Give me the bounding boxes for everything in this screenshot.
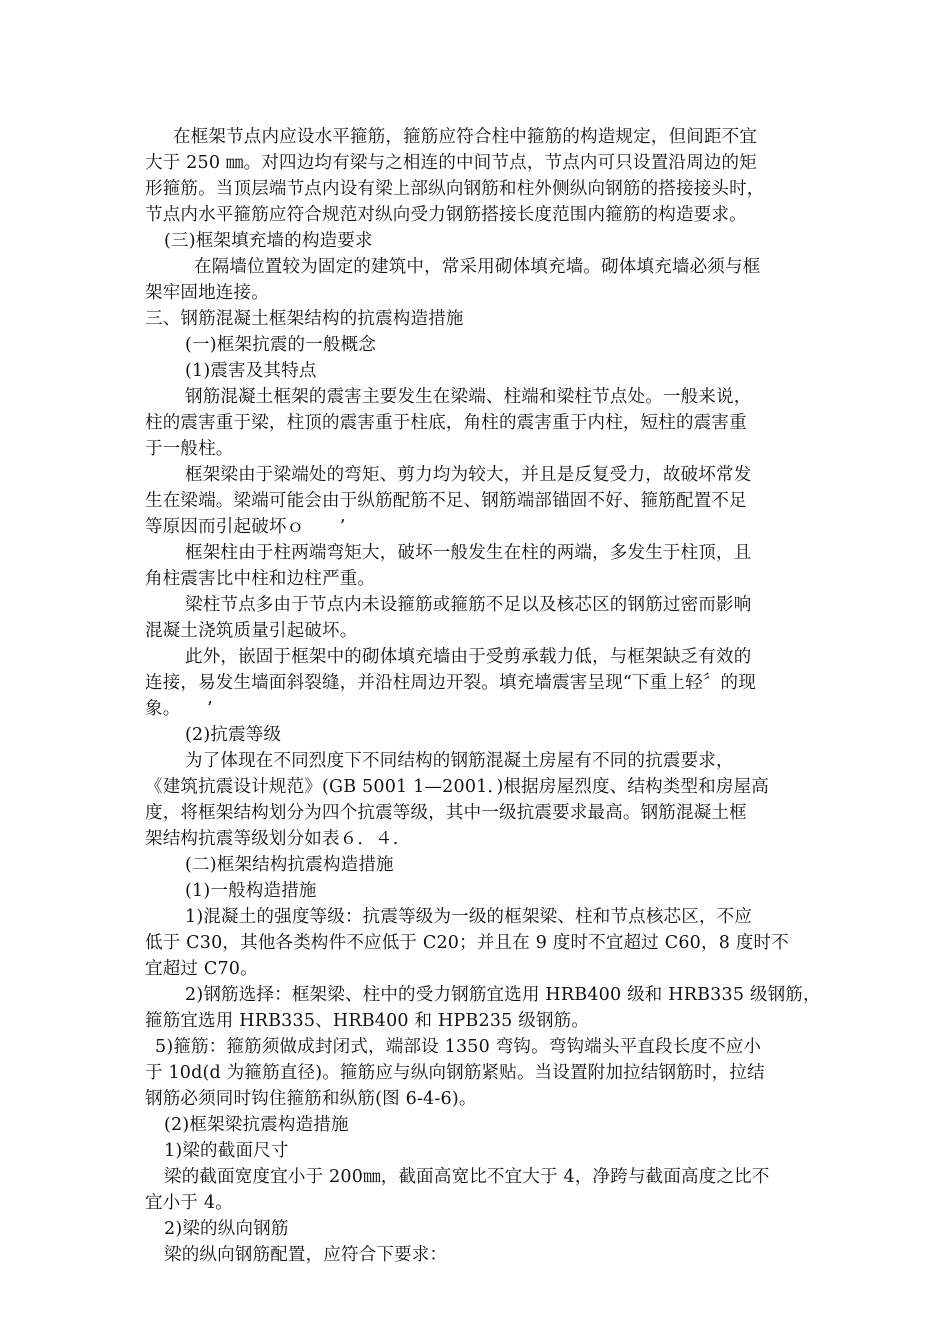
section-heading: (2)框架梁抗震构造措施 [164, 1115, 349, 1135]
text-line: 框架梁由于梁端处的弯矩、剪力均为较大，并且是反复受力，故破坏常发 [185, 465, 752, 485]
text-line: 连接，易发生墙面斜裂缝，并沿柱周边开裂。填充墙震害呈现“下重上轻〞的现 [145, 673, 756, 693]
text-line: 于 10d(d 为箍筋直径)。箍筋应与纵向钢筋紧贴。当设置附加拉结钢筋时，拉结 [145, 1063, 765, 1083]
text-line: 为了体现在不同烈度下不同结构的钢筋混凝土房屋有不同的抗震要求， [185, 751, 734, 771]
section-heading: (二)框架结构抗震构造措施 [185, 855, 394, 875]
text-line: 架牢固地连接。 [145, 283, 269, 303]
text-line: 角柱震害比中柱和边柱严重。 [145, 569, 376, 589]
section-heading: 1)梁的截面尺寸 [164, 1141, 289, 1161]
section-heading: (1)震害及其特点 [185, 361, 317, 381]
text-line: 柱的震害重于梁，柱顶的震害重于柱底，角柱的震害重于内柱，短柱的震害重 [145, 413, 747, 433]
text-line: 5)箍筋：箍筋须做成封闭式，端部设 1350 弯钩。弯钩端头平直段长度不应小 [155, 1037, 762, 1057]
text-line: 象。 ’ [145, 699, 213, 719]
text-line: 等原因而引起破坏ｏ ’ [145, 517, 346, 537]
text-line: 于一般柱。 [145, 439, 234, 459]
text-line: 2)钢筋选择：框架梁、柱中的受力钢筋宜选用 HRB400 级和 HRB335 级钢筋， [185, 985, 821, 1005]
text-line: 《建筑抗震设计规范》(GB 5001 1—2001．)根据房屋烈度、结构类型和房屋高 [145, 777, 769, 797]
text-line: 钢筋必须同时钩住箍筋和纵筋(图 6-4-6)。 [145, 1089, 477, 1109]
text-line: 此外，嵌固于框架中的砌体填充墙由于受剪承载力低，与框架缺乏有效的 [185, 647, 752, 667]
section-heading: (1)一般构造措施 [185, 881, 317, 901]
text-line: 架结构抗震等级划分如表６．４. [145, 829, 399, 849]
text-line: 梁的纵向钢筋配置，应符合下要求： [164, 1245, 448, 1265]
section-heading: (三)框架填充墙的构造要求 [164, 231, 373, 251]
section-heading: 三、钢筋混凝土框架结构的抗震构造措施 [145, 309, 464, 329]
section-heading: 2)梁的纵向钢筋 [164, 1219, 289, 1239]
text-line: 梁的截面宽度宜小于 200㎜，截面高宽比不宜大于 4，净跨与截面高度之比不 [164, 1167, 770, 1187]
section-heading: (2)抗震等级 [185, 725, 282, 745]
text-line: 大于 250 ㎜。对四边均有梁与之相连的中间节点，节点内可只设置沿周边的矩 [145, 153, 757, 173]
text-line: 生在梁端。梁端可能会由于纵筋配筋不足、钢筋端部锚固不好、箍筋配置不足 [145, 491, 747, 511]
text-line: 在框架节点内应设水平箍筋，箍筋应符合柱中箍筋的构造规定，但间距不宜 [173, 127, 758, 147]
text-line: 钢筋混凝土框架的震害主要发生在梁端、柱端和梁柱节点处。一般来说， [185, 387, 752, 407]
text-line: 宜超过 C70。 [145, 959, 258, 979]
text-line: 箍筋宜选用 HRB335、HRB400 和 HPB235 级钢筋。 [145, 1011, 590, 1031]
text-line: 1)混凝土的强度等级：抗震等级为一级的框架梁、柱和节点核芯区，不应 [185, 907, 753, 927]
text-line: 形箍筋。当顶层端节点内设有梁上部纵向钢筋和柱外侧纵向钢筋的搭接接头时， [145, 179, 765, 199]
text-line: 梁柱节点多由于节点内未设箍筋或箍筋不足以及核芯区的钢筋过密而影响 [185, 595, 752, 615]
text-line: 度，将框架结构划分为四个抗震等级，其中一级抗震要求最高。钢筋混凝土框 [145, 803, 747, 823]
text-line: 宜小于 4。 [145, 1193, 233, 1213]
text-line: 节点内水平箍筋应符合规范对纵向受力钢筋搭接长度范围内箍筋的构造要求。 [145, 205, 747, 225]
text-line: 低于 C30，其他各类构件不应低于 C20；并且在 9 度时不宜超过 C60，8 度时不 [145, 933, 789, 953]
text-line: 框架柱由于柱两端弯矩大，破坏一般发生在柱的两端，多发生于柱顶，且 [185, 543, 752, 563]
section-heading: (一)框架抗震的一般概念 [185, 335, 377, 355]
text-line: 在隔墙位置较为固定的建筑中，常采用砌体填充墙。砌体填充墙必须与框 [194, 257, 761, 277]
text-line: 混凝土浇筑质量引起破坏。 [145, 621, 358, 641]
